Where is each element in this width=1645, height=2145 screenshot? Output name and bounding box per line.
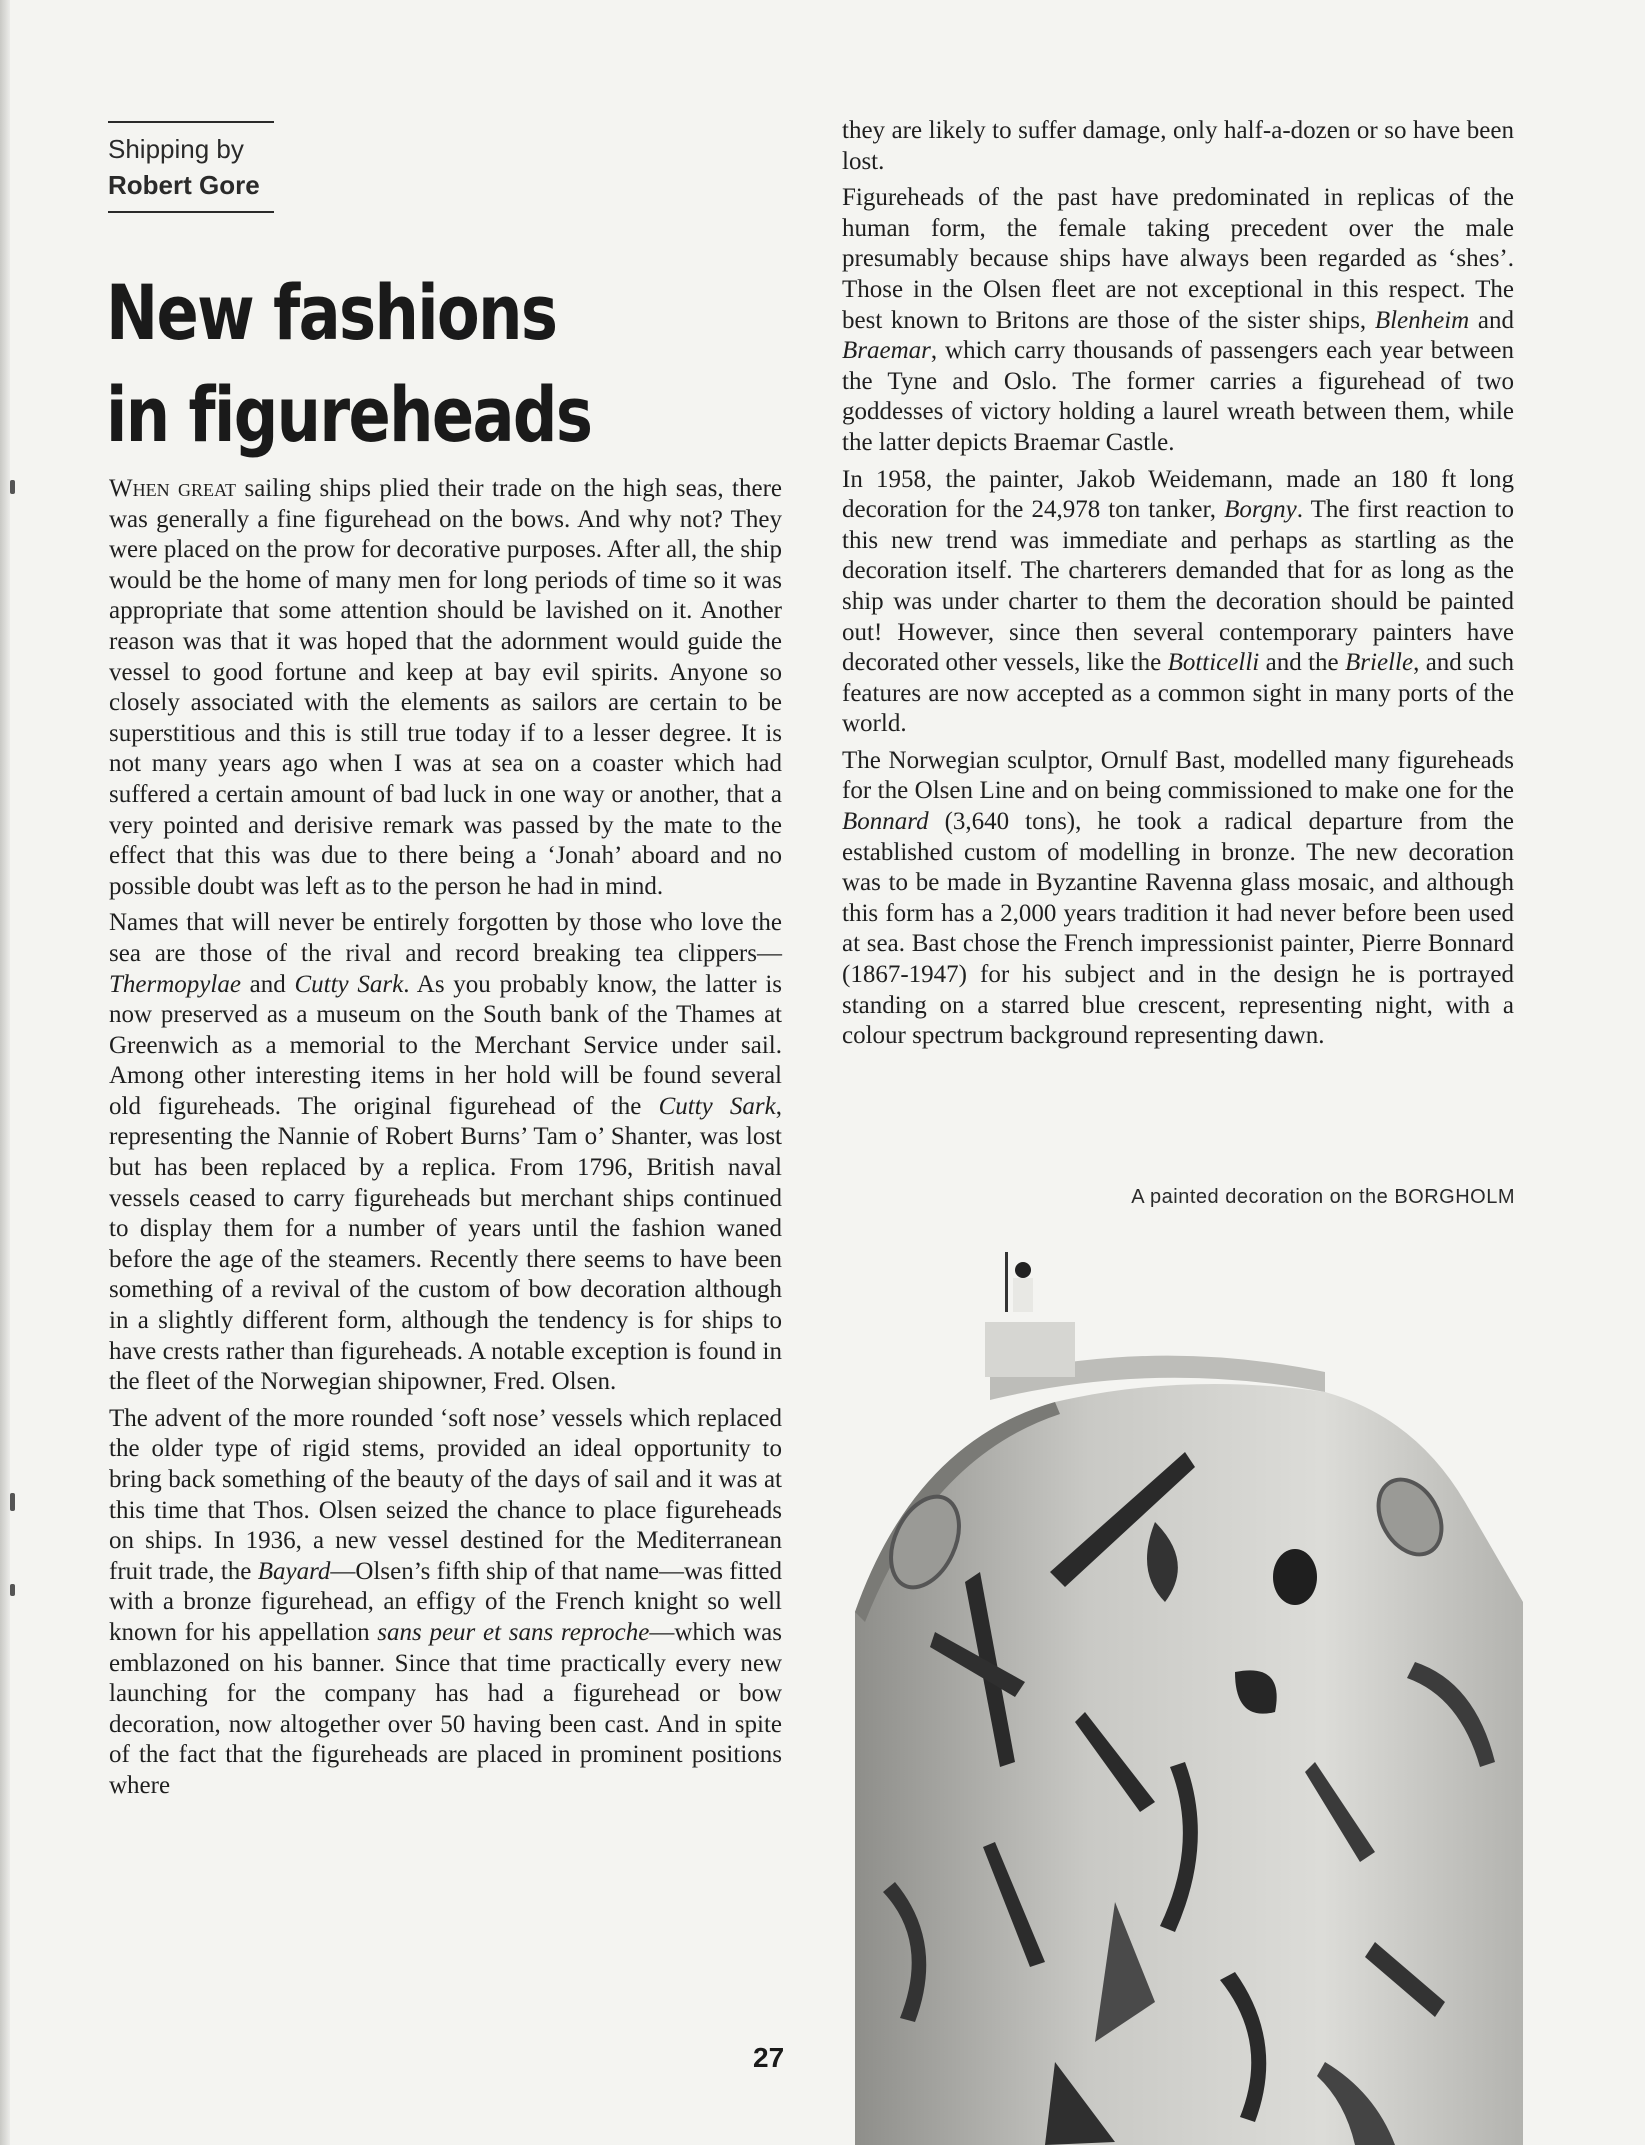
headline: [106, 262, 598, 466]
text-run: The Norwegian sculptor, Ornulf Bast, modelled many figureheads for the Olsen Line and on being commissioned to make one for the: [842, 746, 1514, 805]
ship-name: Blenheim: [1374, 306, 1470, 334]
paragraph-2: [109, 908, 782, 1398]
paragraph-4: [842, 183, 1514, 458]
text-run: . As you probably know, the latter is now preserved as a museum on the South bank of the Thames at Greenwich as a memorial to the Merchant Service under sail. Among other interesting items in her hold will be found several old figureheads. The original figurehead of the: [109, 970, 782, 1120]
paragraph-6: [842, 746, 1514, 1052]
page-edge-shadow: [0, 0, 10, 2145]
text-run: In 1958, the painter, Jakob Weidemann, made an 180 ft long decoration for the 24,978 ton tanker,: [842, 465, 1514, 524]
headline-line-2: in figureheads: [106, 370, 592, 459]
paragraph-1-text: sailing ships plied their trade on the high seas, there was generally a fine figurehead on the bows. And why not? They were placed on the prow for decorative purposes. After all, the ship would be the home of many men for long periods of time so it was appropriate that some attention should be lavished on it. Another reason was that it was hoped that the adornment would guide the vessel to good fortune and keep at bay evil spirits. Anyone so closely associated with the elements as sailors are certain to be superstitious and this is still true today if to a lesser degree. It is not many years ago when I was at sea on a coaster which had suffered a certain amount of bad luck in one way or another, that a very pointed and derisive remark was passed by the mate to the effect that this was due to there being a ‘Jonah’ aboard and no possible doubt was left as to the person he had in mind.: [109, 475, 783, 900]
page-number: 27: [753, 2042, 785, 2073]
text-run: —Olsen’s fifth ship of that name—was fitted with a bronze figurehead, an effigy of the French knight so well known for his appellation: [109, 1557, 782, 1646]
ship-bow-photo: [855, 1242, 1523, 2145]
ship-name: Bayard: [257, 1557, 331, 1585]
scan-mark: [10, 1584, 15, 1596]
text-run: and: [1469, 306, 1514, 334]
text-run: —which was emblazoned on his banner. Since that time practically every new launching for the company has had a figurehead or bow decoration, now altogether over 50 having been cast. And in spite of the fact that the figureheads are placed in prominent positions where: [109, 1618, 782, 1799]
text-run: . The first reaction to this new trend was immediate and perhaps as startling as the decoration itself. The charterers demanded that for as long as the ship was under charter to them the decoration should be painted out! However, since then several contemporary painters have decorated other vessels, like the: [842, 496, 1515, 677]
text-run: Names that will never be entirely forgotten by those who love the sea are those of the rival and record breaking tea clippers—: [109, 909, 782, 967]
article-column-right: [842, 116, 1514, 1058]
headline-line-1: New fashions: [106, 268, 557, 357]
ship-name: Bonnard: [842, 808, 929, 836]
paragraph-1: [109, 474, 782, 902]
byline-section: Shipping by: [108, 134, 244, 164]
article-column-left: [109, 474, 782, 1808]
ship-name: Borgny: [1224, 496, 1297, 524]
byline: [108, 131, 308, 203]
paragraph-5: [842, 465, 1514, 740]
text-run: , which carry thousands of passengers each year between the Tyne and Oslo. The former carries a figurehead of two goddesses of victory holding a laurel wreath between them, while the latter depicts Braemar Castle.: [842, 337, 1514, 456]
ship-name: Cutty Sark: [658, 1092, 776, 1120]
byline-rule-bottom: [108, 211, 274, 213]
text-run: and: [240, 970, 295, 998]
ship-name: Braemar: [842, 337, 931, 365]
text-run: , representing the Nannie of Robert Burns’ Tam o’ Shanter, was lost but has been replaced by a replica. From 1796, British naval vessels ceased to carry figureheads but merchant ships continued to display them for a number of years until the fashion waned before the age of the steamers. Recently there seems to have been something of a revival of the custom of bow decoration although in a slightly different form, although the tendency is for ships to have crests rather than figureheads. A notable exception is found in the fleet of the Norwegian shipowner, Fred. Olsen.: [109, 1092, 782, 1396]
french-phrase: sans peur et sans reproche: [377, 1618, 650, 1646]
ship-name: Botticelli: [1167, 649, 1260, 677]
text-run: The advent of the more rounded ‘soft nose’ vessels which replaced the older type of rigid stems, provided an ideal opportunity to bring back something of the beauty of the days of sail and it was at this time that Thos. Olsen seized the chance to place figureheads on ships. In 1936, a new vessel destined for the Mediterranean fruit trade, the: [109, 1404, 782, 1585]
ship-bow-illustration: [855, 1242, 1523, 2145]
text-run: and the: [1259, 649, 1346, 677]
paragraph-continued: they are likely to suffer damage, only half-a-dozen or so have been lost.: [842, 117, 1514, 175]
scan-mark: [10, 1493, 15, 1511]
dropcap-words: When great: [109, 475, 237, 502]
photo-caption: A painted decoration on the BORGHOLM: [1131, 1186, 1515, 1208]
byline-author: Robert Gore: [108, 170, 260, 200]
paragraph-3: [109, 1404, 782, 1802]
ship-name: Cutty Sark: [294, 970, 404, 998]
ship-name: Brielle: [1345, 649, 1414, 677]
scan-mark: [10, 480, 15, 494]
text-run: , and such features are now accepted as a common sight in many ports of the world.: [842, 649, 1515, 738]
byline-rule-top: [108, 121, 274, 123]
ship-name: Thermopylae: [109, 970, 241, 998]
text-run: Figureheads of the past have predominated in replicas of the human form, the female taking precedent over the male presumably because ships have always been regarded as ‘shes’. Those in the Olsen fleet are not exceptional in this respect. The best known to Britons are those of the sister ships,: [842, 184, 1514, 334]
text-run: (3,640 tons), he took a radical departure from the established custom of modelling in bronze. The new decoration was to be made in Byzantine Ravenna glass mosaic, and although this form has a 2,000 years tradition it had never before been used at sea. Bast chose the French impressionist painter, Pierre Bonnard (1867-1947) for his subject and in the design he is portrayed standing on a starred blue crescent, representing night, with a colour spectrum background representing dawn.: [842, 808, 1514, 1050]
